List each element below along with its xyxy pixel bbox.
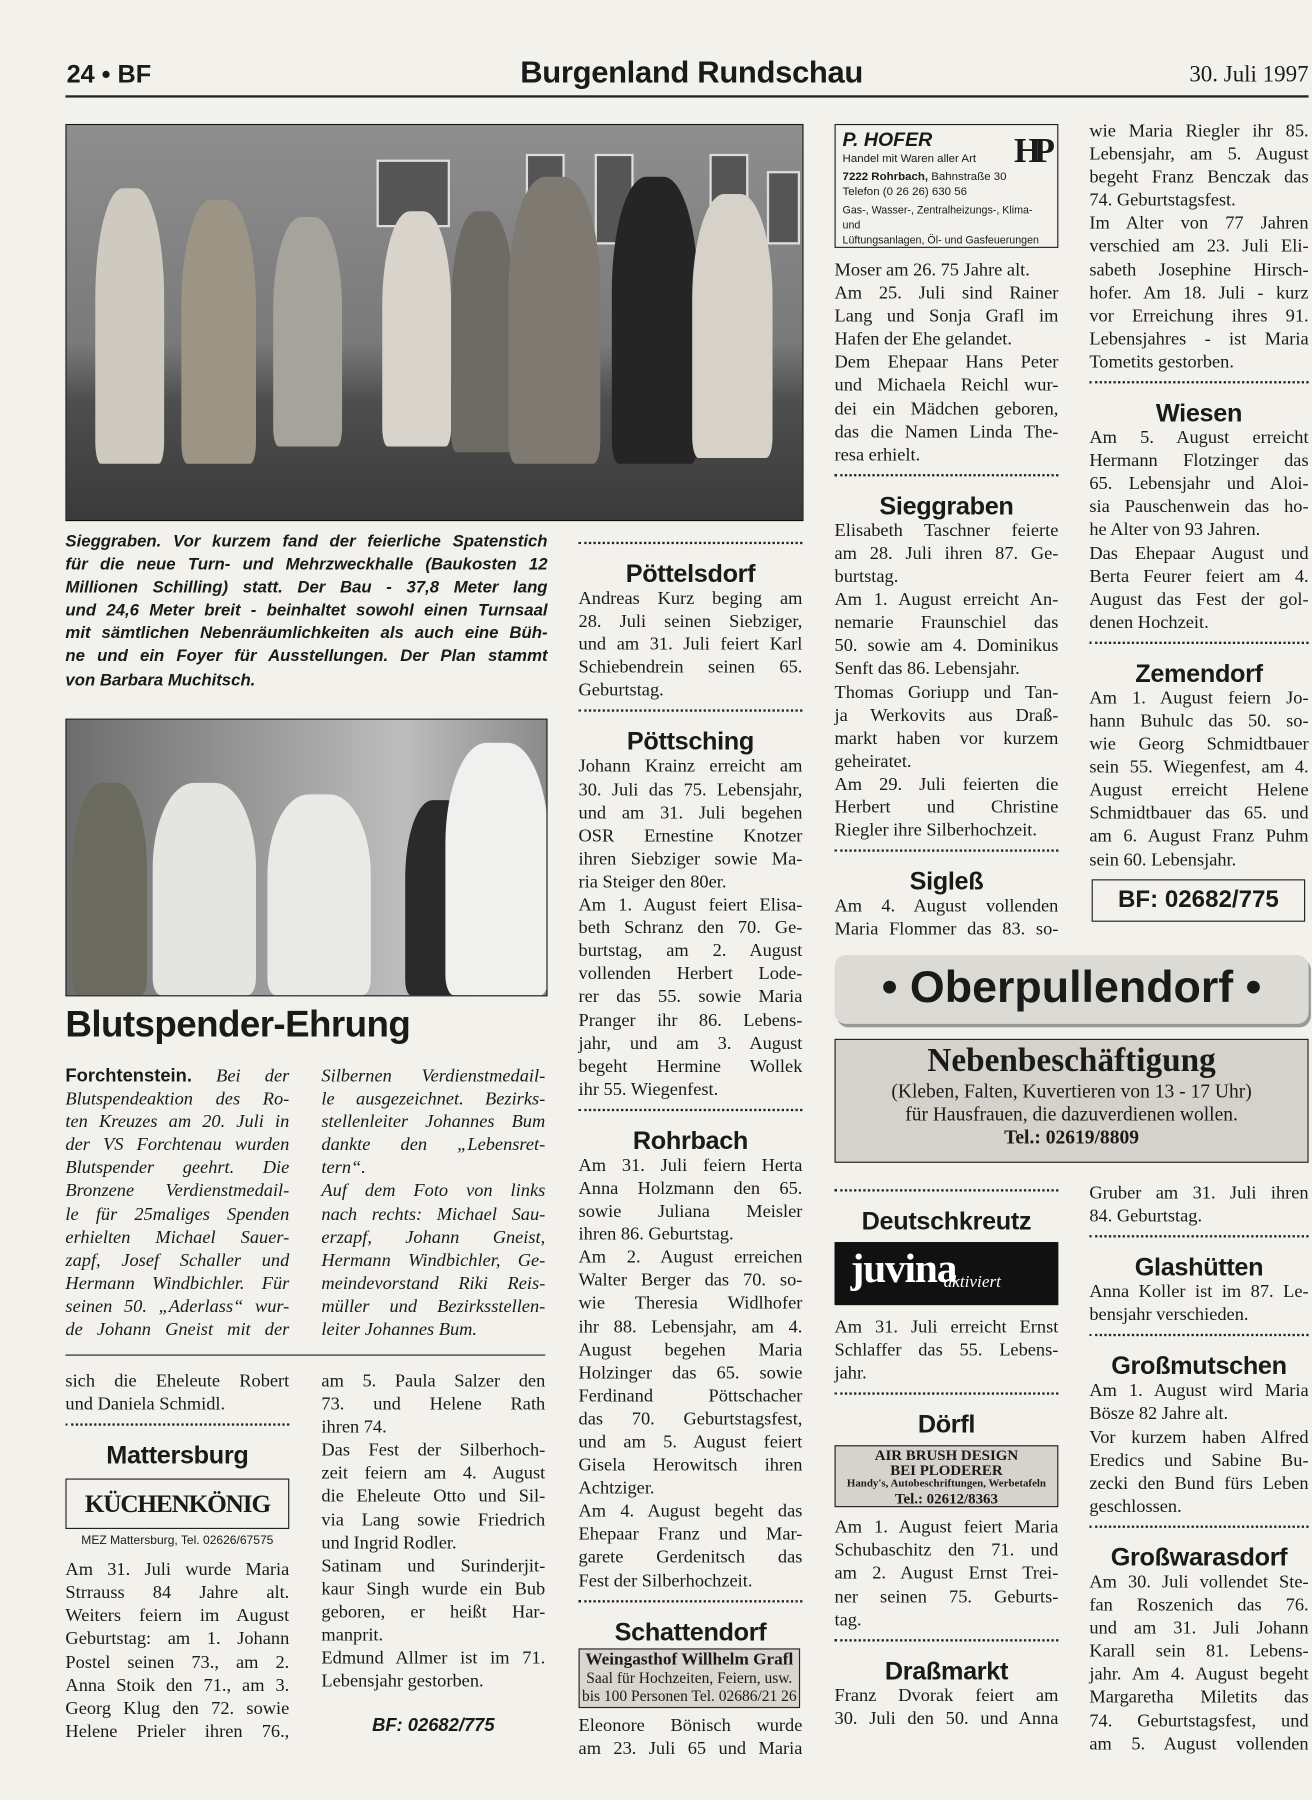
text-line: Senft das 86. Lebensjahr. [834, 659, 1020, 679]
text-line: Silbernen Verdienstmedail- [321, 1066, 546, 1086]
bf-contact-box: BF: 02682/775 [1092, 879, 1306, 921]
locality-heading: Deutschkreutz [861, 1206, 1032, 1236]
photo-caption [65, 530, 547, 691]
text-line: Im Alter von 77 Jahren [1089, 213, 1309, 234]
text-line: und Ingrid Rodler. [321, 1533, 457, 1553]
text-line: ihren 86. Geburtstag. [578, 1224, 734, 1245]
text-line [65, 1065, 289, 1088]
text-line: burtstag, am 2. August [578, 941, 803, 962]
caption-line: mit sämtlichen Nebenräumlichkeiten als auch eine Büh- [65, 624, 548, 644]
text-line: bensjahr verschieden. [1089, 1305, 1249, 1325]
text-line: ihren 74. [321, 1417, 387, 1438]
ad-text: bis 100 Personen Tel. 02686/21 26 [581, 1687, 797, 1705]
text-line: Geburtstag. [578, 681, 664, 701]
text-line: geheiratet. [834, 751, 912, 772]
locality-heading: Mattersburg [106, 1440, 249, 1470]
text-line: Andreas Kurz beging am [578, 588, 803, 609]
text-line: he Alter von 93 Jahren. [1089, 520, 1261, 540]
photo-blood-donors [65, 719, 547, 997]
text-line: jahr. Am 4. August begeht [1089, 1664, 1309, 1685]
text-line: 30. Juli den 50. und Anna [834, 1709, 1059, 1729]
article-column [321, 1065, 545, 1342]
text-line: Maria Flommer das 83. so- [834, 919, 1059, 940]
text-line: und Michaela Reichl wur- [834, 375, 1059, 396]
text-line: rer das 55. sowie Maria [578, 987, 803, 1008]
text-line: dei ein Mädchen geboren, [834, 398, 1059, 419]
text-line: Walter Berger das 70. so- [578, 1271, 803, 1291]
text-line: erzapf, Johann Gneist, [321, 1227, 546, 1248]
text-line: sowie Juliana Meisler [578, 1201, 803, 1222]
text-line: ner seinen 75. Geburts- [834, 1587, 1059, 1607]
locality-heading: Zemendorf [1135, 658, 1263, 688]
dotted-divider [835, 1639, 1059, 1655]
text-line: 65. Lebensjahr und Aloi- [1089, 474, 1309, 494]
text-line: das die Namen Linda The- [834, 422, 1059, 442]
locality-heading: Rohrbach [632, 1125, 749, 1155]
article-column [1089, 1182, 1308, 1756]
text-line: 28. Juli seinen Siebziger, [578, 611, 803, 632]
text-line: tern“. [321, 1158, 366, 1179]
article-column [65, 1371, 289, 1744]
text-line: seinen 50. „Aderlass“ wur- [65, 1297, 290, 1317]
text-line: markt haben vor kurzem [834, 728, 1059, 749]
ad-address-bold: 7222 Rohrbach, [842, 171, 929, 184]
text-line: Vor kurzem haben Alfred [1089, 1427, 1309, 1447]
article-column [1089, 121, 1308, 872]
text-line: die Eheleute Otto und Sil- [321, 1487, 546, 1507]
dotted-divider [835, 1393, 1059, 1409]
text-line: August erreicht Helene [1089, 780, 1309, 801]
text-line: Am 1. August feiern Jo- [1089, 688, 1309, 709]
text-line: vor Erreichung ihres 91. [1089, 306, 1309, 326]
text-line: Schiebendrein seinen 65. [578, 658, 803, 678]
ad-title: P. HOFER [842, 128, 933, 151]
issue-date: 30. Juli 1997 [1189, 61, 1309, 88]
ad-weingasthof [579, 1648, 801, 1708]
text-line: Am 31. Juli feiern Herta [578, 1155, 803, 1176]
locality-heading: Großmutschen [1111, 1351, 1287, 1381]
header-rule [65, 95, 1308, 97]
text-line: Anna Stoik den 71., am 3. [65, 1675, 290, 1696]
ad-title: BEI PLODERER [890, 1461, 1003, 1479]
text-line: Am 4. August begeht das [578, 1501, 803, 1522]
locality-heading: Großwarasdorf [1110, 1542, 1288, 1572]
dateline: Forchtenstein. [65, 1066, 192, 1086]
text-line: am 23. Juli 65 und Maria [578, 1738, 803, 1759]
ad-text: für Hausfrauen, die dazuverdienen wollen. [905, 1103, 1238, 1125]
text-line: Am 1. August erreicht An- [834, 590, 1059, 610]
text-line: 74. Geburtstagsfest. [1089, 190, 1236, 211]
text-line: verschied am 23. Juli Eli- [1089, 237, 1309, 257]
text-line: Pranger ihr 86. Lebens- [578, 1010, 803, 1031]
ad-title: AIR BRUSH DESIGN [874, 1446, 1019, 1464]
text-line: Georg Klug den 72. sowie [65, 1698, 290, 1719]
text-line: Schmidtbauer das 65. und [1089, 803, 1309, 824]
text-line: Auf dem Foto von links [321, 1181, 546, 1202]
text-line: burtstag. [834, 567, 899, 587]
ad-text: Gas-, Wasser-, Zentralheizungs-, Klima- und [842, 204, 1033, 231]
text-line: August das Fest der gol- [1089, 589, 1309, 610]
text-line: hann Buhulc das 50. so- [1089, 711, 1309, 732]
text-line: kaur Singh wurde ein Bub [321, 1579, 546, 1599]
article-column [835, 1182, 1059, 1731]
text-line: und am 31. Juli Johann [1089, 1618, 1309, 1639]
text-line: begeht Franz Benczak das [1089, 167, 1309, 188]
text-line: Bronzene Verdienstmedail- [65, 1181, 290, 1202]
text-line: Am 31. Juli wurde Maria [65, 1560, 290, 1580]
dotted-divider [579, 1600, 803, 1616]
ad-text: Lüftungsanlagen, Öl- und Gasfeuerungen [842, 234, 1039, 246]
text-line: Lang und Sonja Grafl im [834, 306, 1059, 327]
article-column [321, 1371, 545, 1694]
text-line: Am 4. August vollenden [834, 896, 1059, 917]
ad-logo-text: juvina [850, 1245, 957, 1292]
text-line: zeit feiern am 4. August [321, 1464, 546, 1484]
article-divider [65, 1355, 545, 1356]
dotted-divider [579, 542, 803, 558]
text-line: sich die Eheleute Robert [65, 1371, 290, 1392]
dotted-divider [1089, 642, 1308, 658]
dotted-divider [835, 1189, 1059, 1205]
text-line: de Johann Gneist mit der [65, 1320, 290, 1340]
text-line: Lebensjahr, am 5. August [1089, 144, 1309, 165]
ad-phone: Tel.: 02619/8809 [1004, 1126, 1139, 1148]
text-line: via Lang sowie Friedrich [321, 1510, 546, 1530]
text-line: Hermann Windbichler. Für [65, 1273, 290, 1294]
text-line: Dem Ehepaar Hans Peter [834, 352, 1059, 373]
text-line: OSR Ernestine Knotzer [578, 826, 803, 846]
section-banner-oberpullendorf: • Oberpullendorf • [835, 955, 1309, 1024]
locality-heading: Schattendorf [614, 1616, 767, 1646]
text-line: 84. Geburtstag. [1089, 1206, 1203, 1227]
text-line: Tometits gestorben. [1089, 352, 1234, 372]
dotted-divider [835, 850, 1059, 866]
text-line: Weiters feiern im August [65, 1606, 290, 1626]
text-line: Elisabeth Taschner feierte [834, 520, 1059, 541]
dotted-divider [579, 710, 803, 726]
ad-address: Bahnstraße 30 [928, 171, 1007, 184]
text-line: Riegler ihre Silberhochzeit. [834, 820, 1038, 841]
text-line: jahr, und am 3. August [578, 1033, 803, 1054]
text-line: Schubaschitz den 71. und [834, 1540, 1059, 1561]
text-line: 74. Geburtstagsfest, und [1089, 1710, 1309, 1731]
text-line: Fest der Silberhochzeit. [578, 1570, 753, 1591]
ad-text: (Kleben, Falten, Kuvertieren von 13 - 17 Uhr) [891, 1080, 1252, 1102]
text-line: ja Werkovits aus Draß- [834, 705, 1059, 726]
caption-line: Millionen Schilling) statt. Der Bau - 37,8 Meter lang [65, 578, 548, 598]
text-line: Postel seinen 73., am 2. [65, 1652, 290, 1672]
text-line: und am 5. August feiert [578, 1432, 803, 1453]
text-line: wie Georg Schmidtbauer [1089, 734, 1309, 755]
text-line: sein 60. Lebensjahr. [1089, 850, 1237, 870]
text-line: hofer. Am 18. Juli - kurz [1089, 283, 1309, 303]
text-line: le ausgezeichnet. Bezirks- [321, 1089, 546, 1109]
text-line: und Daniela Schmidl. [65, 1394, 226, 1415]
dotted-divider [65, 1424, 289, 1440]
locality-heading: Draßmarkt [884, 1656, 1009, 1685]
text-line: Satinam und Surinderjit- [321, 1556, 546, 1576]
text-line: erhielten Michael Sauer- [65, 1227, 290, 1248]
dotted-divider [1089, 1334, 1308, 1350]
ad-nebenbeschaeftigung [835, 1039, 1309, 1163]
photo-groundbreaking [65, 124, 803, 521]
ad-title: Weingasthof Willhelm Grafl [585, 1650, 794, 1669]
dotted-divider [1089, 1525, 1308, 1541]
text-line: Bösze 82 Jahre alt. [1089, 1404, 1229, 1424]
locality-heading: Pöttsching [626, 727, 754, 756]
text-line: beth Schranz den 70. Ge- [578, 918, 803, 938]
text-line: sabeth Josephine Hirsch- [1089, 260, 1309, 280]
text-line: Am 5. August erreicht [1089, 428, 1309, 448]
dotted-divider [1089, 1235, 1308, 1251]
text-line: Blutspender geehrt. Die [65, 1158, 290, 1179]
text-line: müller und Bezirksstellen- [321, 1297, 546, 1317]
text-line: sein 55. Wiegenfest, am 4. [1089, 757, 1309, 778]
text-line: Gisela Herowitsch ihren [578, 1455, 803, 1476]
locality-heading: Wiesen [1155, 398, 1243, 428]
text-line: jahr. [834, 1363, 867, 1384]
ad-text: Saal für Hochzeiten, Feiern, usw. [586, 1668, 793, 1686]
article-headline: Blutspender-Ehrung [65, 1003, 411, 1045]
text-line: zapf, Josef Schaller und [65, 1250, 290, 1271]
locality-heading: Dörfl [917, 1409, 976, 1439]
text-line: 30. Juli das 75. Lebensjahr, [578, 780, 803, 800]
text-line: dankte den „Lebensret- [321, 1135, 546, 1156]
text-line: fan Roszenich das 76. [1089, 1595, 1309, 1616]
text-line: Am 29. Juli feierten die [834, 774, 1059, 795]
text-line: Karall sein 81. Lebens- [1089, 1641, 1309, 1662]
caption-line: von Barbara Muchitsch. [65, 671, 256, 690]
text-line: wie Maria Riegler ihr 85. [1089, 121, 1309, 142]
text-line: Gruber am 31. Juli ihren [1089, 1183, 1309, 1203]
text-line: am 6. August Franz Puhm [1089, 826, 1309, 847]
text-line: Helene Prieler ihren 76., [65, 1721, 290, 1742]
ad-phone: Tel.: 02612/8363 [894, 1489, 998, 1507]
ad-caption: MEZ Mattersburg, Tel. 02626/67575 [81, 1533, 274, 1548]
text-line: Geburtstag: am 1. Johann [65, 1629, 290, 1649]
text-line: Franz Dvorak feiert am [834, 1685, 1059, 1706]
text-line: Schlaffer das 55. Lebens- [834, 1340, 1059, 1361]
text-line: am 2. August Ernst Trei- [834, 1563, 1059, 1584]
text-line: garete Gerdenitsch das [578, 1547, 803, 1568]
text-line: vollenden Herbert Lode- [578, 964, 803, 985]
article-column [835, 124, 1059, 942]
text-line: tag. [834, 1610, 862, 1630]
text-line: Eleonore Bönisch wurde [578, 1715, 803, 1736]
bf-contact-signature: BF: 02682/775 [372, 1716, 495, 1736]
dotted-divider [835, 474, 1059, 490]
text-line: am 5. August vollenden [1089, 1734, 1309, 1754]
ad-p-hofer [835, 124, 1059, 248]
text-line: am 5. Paula Salzer den [321, 1371, 546, 1392]
text-line: ria Steiger den 80er. [578, 872, 727, 892]
text-line: und am 31. Juli feiert Karl [578, 635, 803, 655]
text-span: Bei der [191, 1066, 290, 1086]
hofer-logo-icon: HP [1013, 132, 1049, 170]
caption-line: Sieggraben. Vor kurzem fand der feierliche Spatenstich [65, 532, 548, 551]
text-line: 73. und Helene Rath [321, 1394, 546, 1415]
text-line: Am 31. Juli erreicht Ernst [834, 1317, 1059, 1338]
dotted-divider [579, 1109, 803, 1125]
page-number: 24 • BF [66, 59, 152, 89]
text-line: Thomas Goriupp und Tan- [834, 682, 1059, 702]
ad-text: Handy's, Autobeschriftungen, Werbetafeln [846, 1478, 1047, 1491]
text-line: ihr 55. Wiegenfest. [578, 1079, 719, 1100]
text-line: Das Fest der Silberhoch- [321, 1440, 546, 1461]
text-line: Lebensjahr gestorben. [321, 1671, 484, 1692]
text-line: Am 25. Juli sind Rainer [834, 283, 1059, 304]
text-line: begeht Hermine Wollek [578, 1056, 803, 1077]
text-line: Margaretha Miletits das [1089, 1687, 1309, 1708]
text-line: Am 1. August feiert Elisa- [578, 895, 803, 915]
text-line: Ehepaar Franz und Mar- [578, 1524, 803, 1545]
text-line: Am 1. August feiert Maria [834, 1517, 1059, 1538]
text-line: resa erhielt. [834, 445, 921, 465]
text-line: Berta Feurer feiert am 4. [1089, 566, 1309, 587]
locality-heading: Pöttelsdorf [625, 559, 756, 588]
text-line: manprit. [321, 1625, 384, 1645]
ad-kuechenkoenig: KÜCHENKÖNIG [65, 1479, 289, 1530]
article-column [579, 535, 803, 1761]
text-line: Lebensjahres - ist Maria [1089, 329, 1309, 349]
text-line: Moser am 26. 75 Jahre alt. [834, 260, 1030, 281]
text-line: zecki den Bund fürs Leben [1089, 1473, 1309, 1494]
locality-heading: Glashütten [1134, 1252, 1264, 1282]
text-line: 50. sowie am 4. Dominikus [834, 636, 1059, 656]
text-line: wie Theresia Widlhofer [578, 1294, 803, 1314]
text-line: Hafen der Ehe gelandet. [834, 329, 1012, 350]
text-line: Holzinger das 65. sowie [578, 1363, 803, 1383]
caption-line: ne und ein Foyer für Ausstellungen. Der Plan stammt [65, 647, 548, 667]
ad-airbrush [835, 1446, 1059, 1508]
ad-phone: Telefon (0 26 26) 630 56 [842, 185, 968, 199]
text-line: Hermann Windbichler, Ge- [321, 1250, 546, 1271]
text-line: der VS Forchtenau wurden [65, 1135, 290, 1156]
ad-juvina [835, 1242, 1059, 1305]
text-line: leiter Johannes Bum. [321, 1320, 477, 1340]
article-column [65, 1065, 289, 1342]
locality-heading: Sieggraben [879, 491, 1014, 520]
newspaper-title: Burgenland Rundschau [520, 55, 863, 90]
text-line: Am 30. Juli vollendet Ste- [1089, 1572, 1309, 1593]
text-line: ihr 88. Lebensjahr, am 4. [578, 1317, 803, 1337]
text-line: ten Kreuzes am 20. Juli in [65, 1112, 290, 1133]
text-line: ihren Siebziger sowie Ma- [578, 849, 803, 869]
text-line: geboren, er heißt Har- [321, 1602, 546, 1622]
text-line: denen Hochzeit. [1089, 612, 1209, 633]
ad-text: Handel mit Waren aller Art [842, 152, 977, 166]
text-line: Anna Holzmann den 65. [578, 1178, 803, 1199]
text-line: Ferdinand Pöttschacher [578, 1386, 803, 1406]
text-line: Eredics und Sabine Bu- [1089, 1450, 1309, 1471]
text-line: Am 1. August wird Maria [1089, 1381, 1309, 1401]
text-line: le für 25maliges Spenden [65, 1204, 290, 1225]
text-line: Johann Krainz erreicht am [578, 757, 803, 777]
text-line: Blutspendeaktion des Ro- [65, 1089, 290, 1109]
text-line: Edmund Allmer ist im 71. [321, 1648, 546, 1669]
text-line: das 70. Geburtstagsfest, [578, 1409, 803, 1430]
caption-line: und 24,6 Meter breit - beinhaltet sowohl einen Turnsaal [65, 601, 548, 621]
text-line: geschlossen. [1089, 1496, 1182, 1517]
text-line: und am 31. Juli begehen [578, 803, 803, 823]
caption-line: für die neue Turn- und Mehrzweckhalle (Baukosten 12 [65, 555, 548, 575]
ad-title: Nebenbeschäftigung [927, 1042, 1216, 1080]
text-line: am 28. Juli ihren 87. Ge- [834, 544, 1059, 564]
text-line: Achtziger. [578, 1478, 655, 1499]
text-line: Das Ehepaar August und [1089, 543, 1309, 564]
ad-tagline: aktiviert [943, 1273, 1001, 1292]
text-line: meindevorstand Riki Reis- [321, 1273, 546, 1294]
text-line: Hermann Flotzinger das [1089, 451, 1309, 471]
locality-heading: Sigleß [909, 866, 984, 896]
text-line: Herbert und Christine [834, 797, 1059, 818]
text-line: August begehen Maria [578, 1340, 803, 1360]
text-line: Strrauss 84 Jahre alt. [65, 1583, 290, 1603]
dotted-divider [1089, 381, 1308, 397]
text-line: nemarie Fraunschiel das [834, 613, 1059, 633]
text-line: Anna Koller ist im 87. Le- [1089, 1282, 1309, 1302]
text-line: sia Pauschenwein das ho- [1089, 497, 1309, 517]
text-line: stellenleiter Johannes Bum [321, 1112, 546, 1133]
text-line: nach rechts: Michael Sau- [321, 1204, 546, 1225]
text-line: Am 2. August erreichen [578, 1248, 803, 1268]
